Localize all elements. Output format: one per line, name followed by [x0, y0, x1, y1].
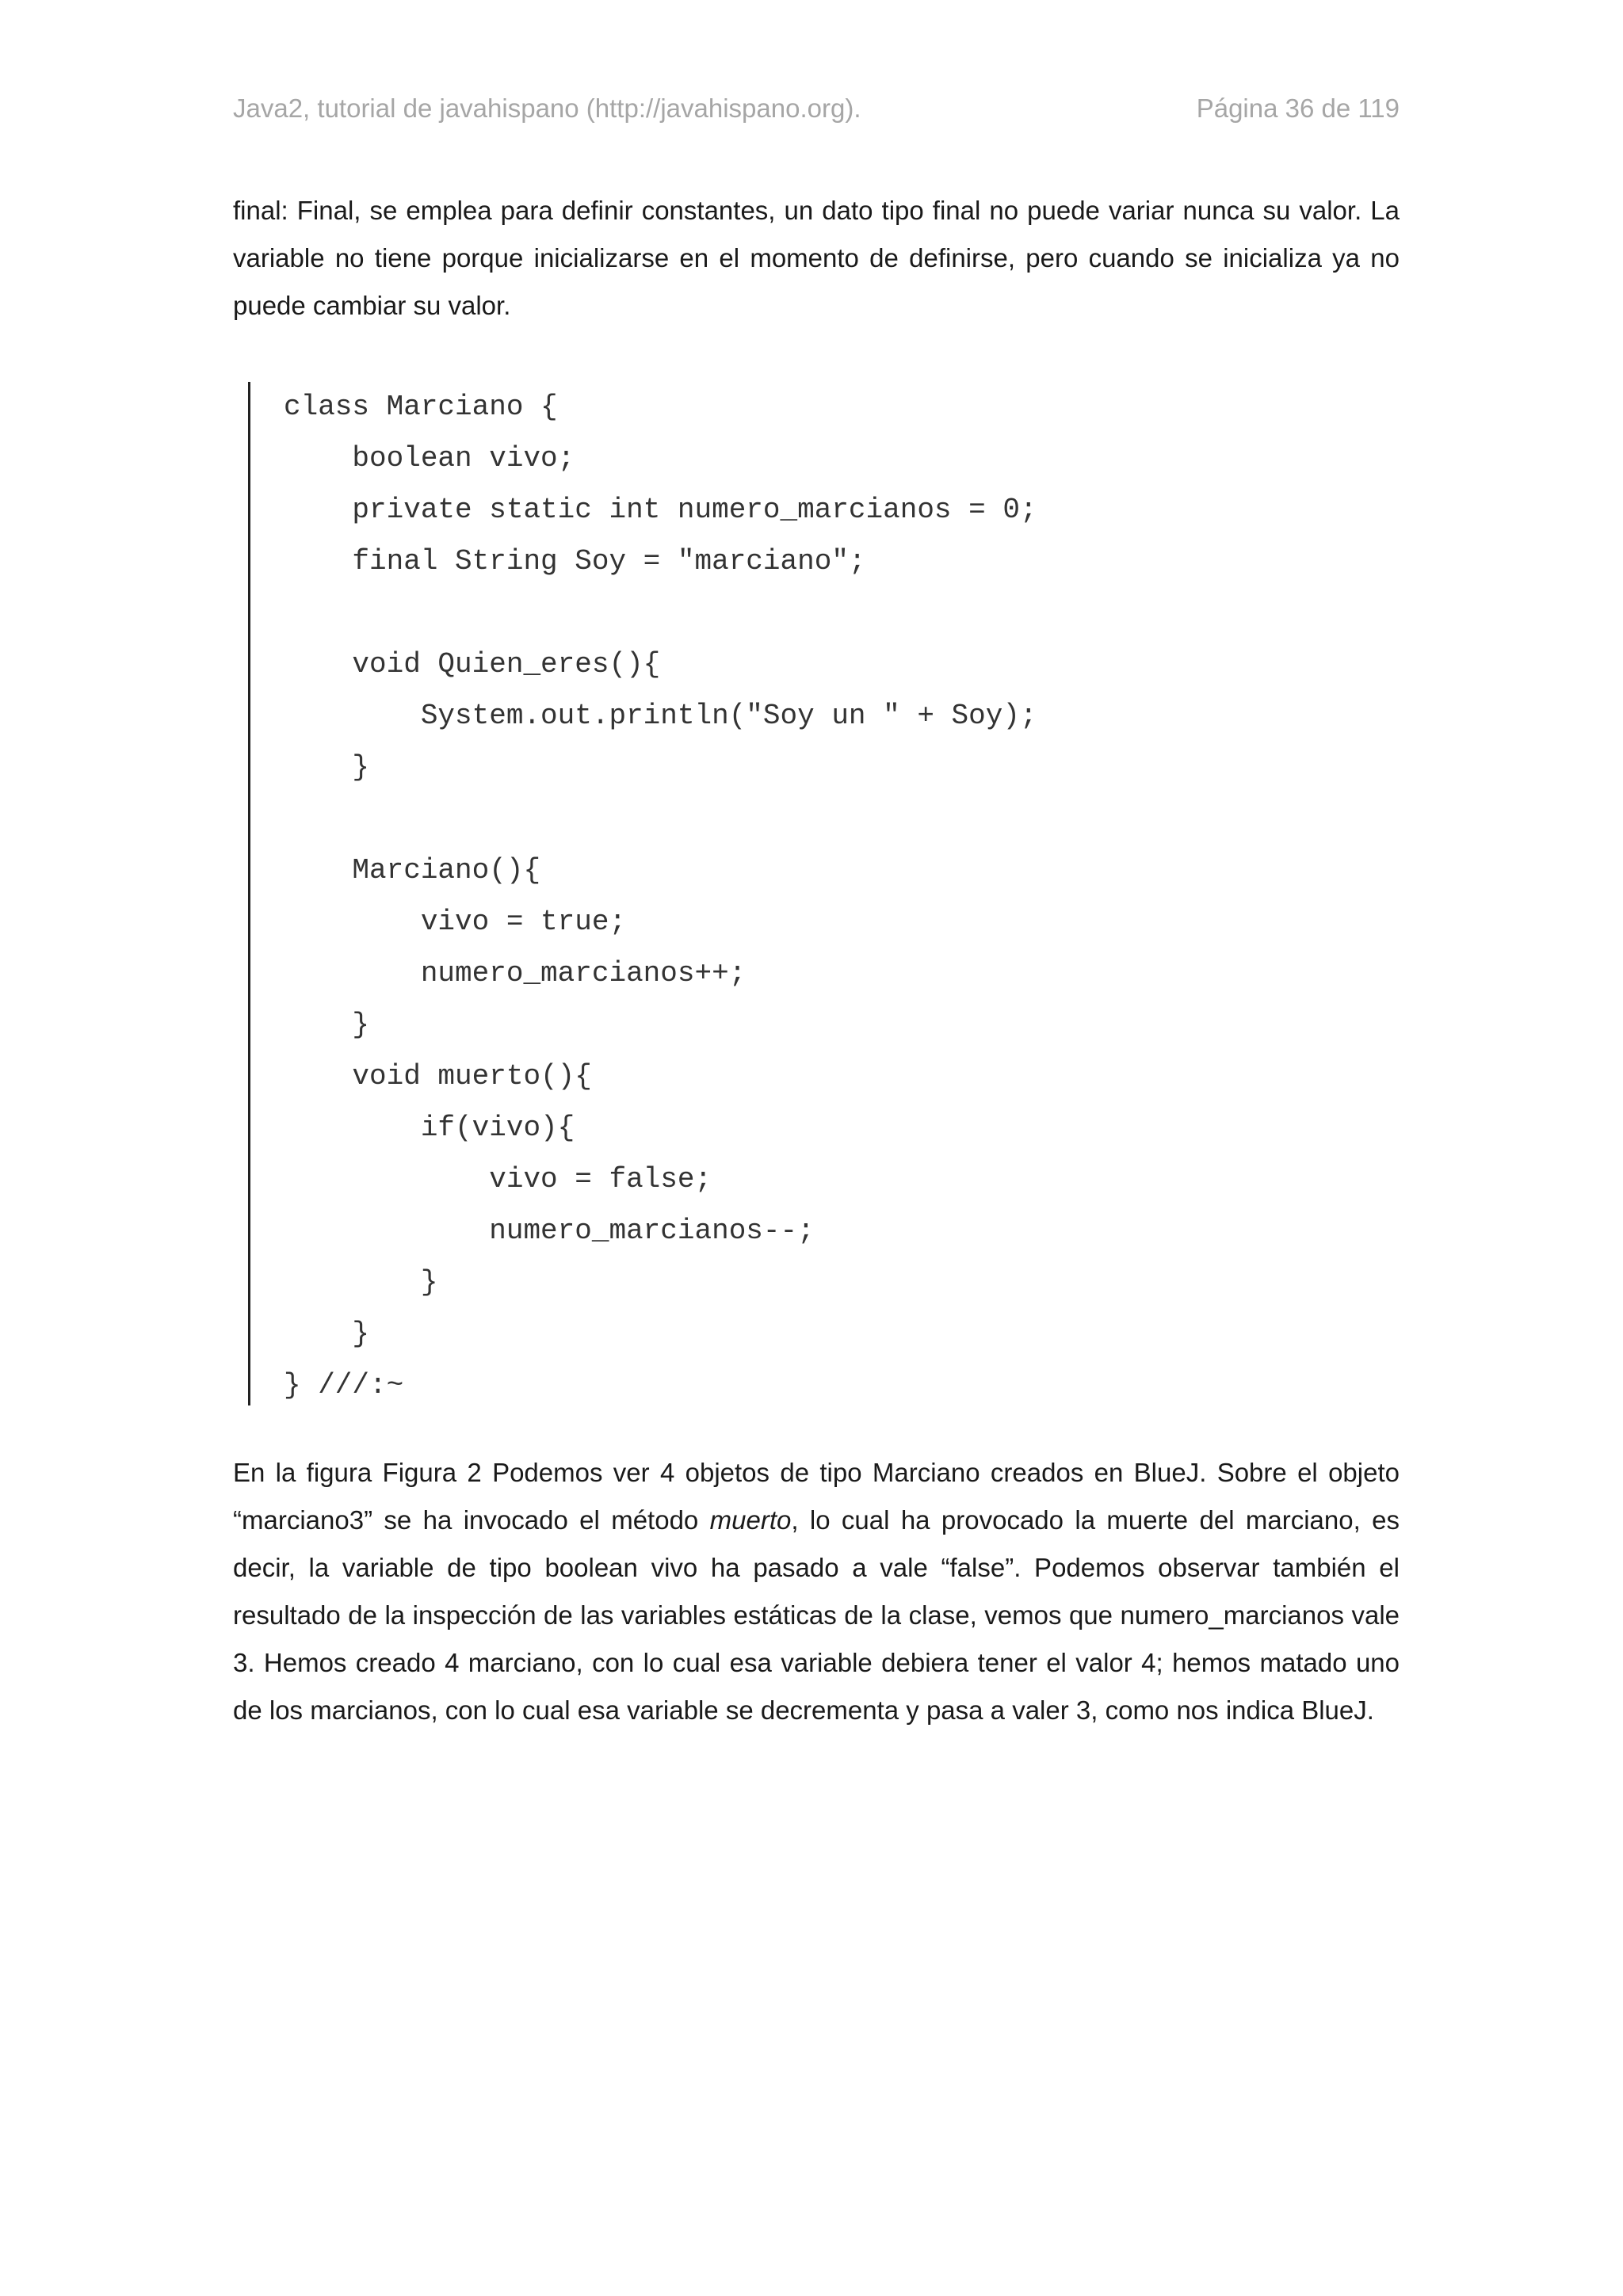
code-line: }	[284, 1318, 370, 1350]
code-line: }	[284, 1009, 370, 1041]
page-number: Página 36 de 119	[1196, 93, 1400, 123]
code-line: System.out.println("Soy un " + Soy);	[284, 700, 1037, 732]
code-line: class Marciano {	[284, 391, 558, 423]
page-header	[233, 93, 1400, 132]
paragraph-bluej-explanation	[233, 1449, 1400, 1734]
paragraph-final-definition	[233, 187, 1400, 330]
code-line: vivo = true;	[284, 906, 627, 938]
code-line: private static int numero_marcianos = 0;	[284, 494, 1037, 526]
code-line: final String Soy = "marciano";	[284, 545, 866, 578]
code-line: numero_marcianos--;	[284, 1215, 815, 1247]
header-title: Java2, tutorial de javahispano (http://javahispano.org).	[233, 93, 861, 123]
paragraph-final-text: final: Final, se emplea para definir constantes, un dato tipo final no puede variar nunca su valor. La variable no tiene porque inicializarse en el momento de definirse, pero cuando se inicializa ya no puede cambiar su valor.	[233, 196, 1400, 320]
method-name-emphasis: muerto	[709, 1505, 792, 1535]
code-line: boolean vivo;	[284, 442, 575, 475]
code-line: }	[284, 1266, 438, 1299]
paragraph-bluej-text-1: En la figura Figura 2 Podemos ver 4 objetos de tipo Marciano creados en BlueJ. Sobre el objeto “marciano3” se ha invocado el método	[233, 1458, 1400, 1535]
paragraph-bluej-text-2: , lo cual ha provocado la muerte del marciano, es decir, la variable de tipo boolean vivo ha pasado a vale “false”. Podemos observar también el resultado de la inspección de las variables estáticas de la clase, vemos que numero_marcianos vale 3. Hemos creado 4 marciano, con lo cual esa variable debiera tener el valor 4; hemos matado uno de los marcianos, con lo cual esa variable se decrementa y pasa a valer 3, como nos indica BlueJ.	[233, 1505, 1400, 1725]
code-line: vivo = false;	[284, 1163, 712, 1196]
code-listing	[248, 382, 1281, 1405]
code-line: } ///:~	[284, 1369, 404, 1402]
code-line: void muerto(){	[284, 1060, 592, 1093]
code-line: numero_marcianos++;	[284, 957, 747, 990]
code-line: }	[284, 751, 370, 784]
code-line: Marciano(){	[284, 854, 541, 887]
code-line: if(vivo){	[284, 1112, 575, 1144]
code-line: void Quien_eres(){	[284, 648, 661, 681]
